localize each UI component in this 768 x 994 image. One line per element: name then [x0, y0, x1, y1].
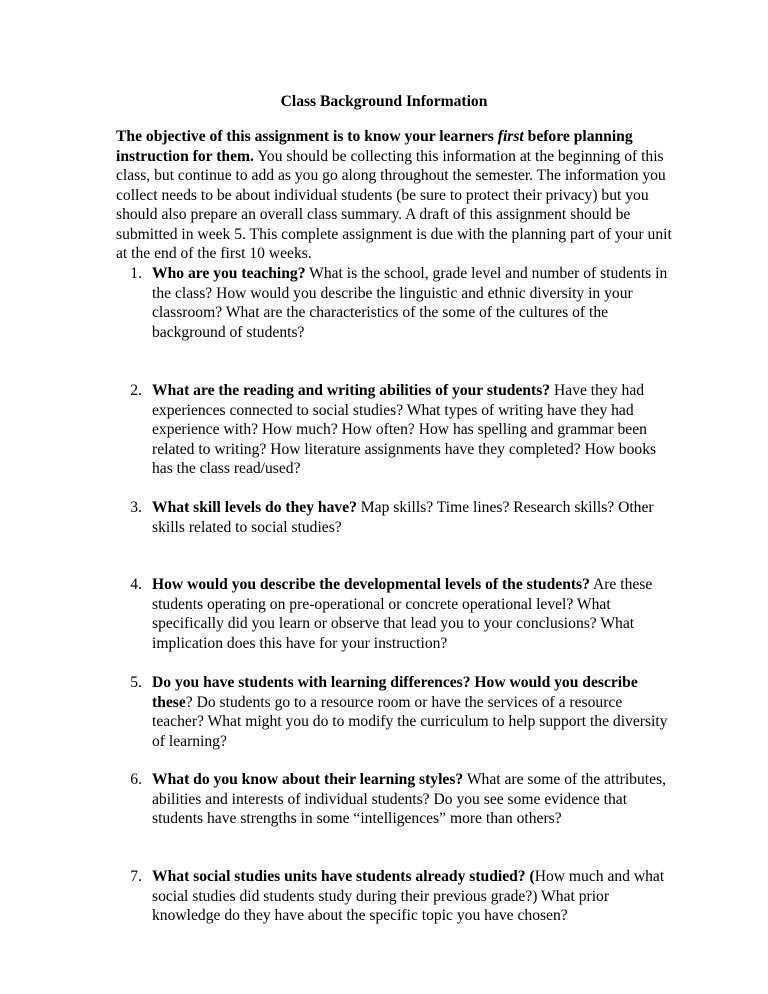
question-3 — [116, 498, 676, 537]
question-text: What are some of the attributes, abilities and interests of individual students? Do you see some evidence that students have strengths in some “intelligences” more than others? — [152, 771, 666, 827]
question-4 — [116, 575, 676, 653]
question-6 — [116, 770, 676, 829]
question-number: 7. — [130, 868, 142, 885]
question-heading: What social studies units have students already studied? ( — [152, 868, 535, 885]
question-text: What is the school, grade level and number of students in the class? How would you describe the linguistic and ethnic diversity in your classroom? What are the characteristics of the some of the cultures of the background of students? — [152, 265, 668, 341]
question-text: ? Do students go to a resource room or have the services of a resource teacher? What might you do to modify the curriculum to help support the diversity of learning? — [152, 693, 668, 750]
question-heading: What skill levels do they have? — [152, 499, 357, 516]
question-heading: How would you describe the developmental levels of the students? — [152, 576, 590, 593]
intro-text: You should be collecting this information at the beginning of this class, but continue to add as you go along throughout the semester. The information you collect needs to be about individual students (be sure to protect their privacy) but you should also prepare an overall class summary. A draft of this assignment should be submitted in week 5. This complete assignment is due with the planning part of your unit at the end of the first 10 weeks. — [116, 147, 672, 262]
question-number: 3. — [130, 499, 142, 516]
intro-bold-italic: first — [497, 128, 524, 145]
question-5 — [116, 673, 676, 751]
question-text: How much and what social studies did students study during their previous grade?) What prior knowledge do they have about the specific topic you have chosen? — [152, 868, 665, 924]
question-number: 5. — [130, 674, 142, 691]
question-text: Have they had experiences connected to social studies? What types of writing have they had experience with? How much? How often? How has spelling and grammar been related to writing? How literature assignments have they completed? How books has the class read/used? — [152, 382, 657, 477]
question-text: Map skills? Time lines? Research skills? Other skills related to social studies? — [152, 499, 654, 536]
question-2 — [116, 381, 676, 479]
document-title: Class Background Information — [280, 93, 488, 110]
question-number: 6. — [130, 771, 142, 788]
intro-paragraph — [116, 127, 676, 264]
question-number: 4. — [130, 576, 142, 593]
question-text: Are these students operating on pre-operational or concrete operational level? What specifically did you learn or observe that lead you to your conclusions? What implication does this have for your instruction? — [152, 576, 653, 652]
question-heading: Who are you teaching? — [152, 265, 306, 282]
intro-bold-2: before planning instruction for them. — [116, 128, 633, 165]
question-number: 1. — [130, 265, 142, 282]
question-heading: What are the reading and writing abilities of your students? — [152, 382, 551, 399]
question-number: 2. — [130, 382, 142, 399]
question-heading: What do you know about their learning styles? — [152, 771, 464, 788]
question-heading: Do you have students with learning differences? How would you describe these — [152, 674, 638, 711]
question-7 — [116, 867, 676, 926]
question-1 — [116, 264, 676, 342]
intro-bold-1: The objective of this assignment is to know your learners — [116, 128, 498, 145]
